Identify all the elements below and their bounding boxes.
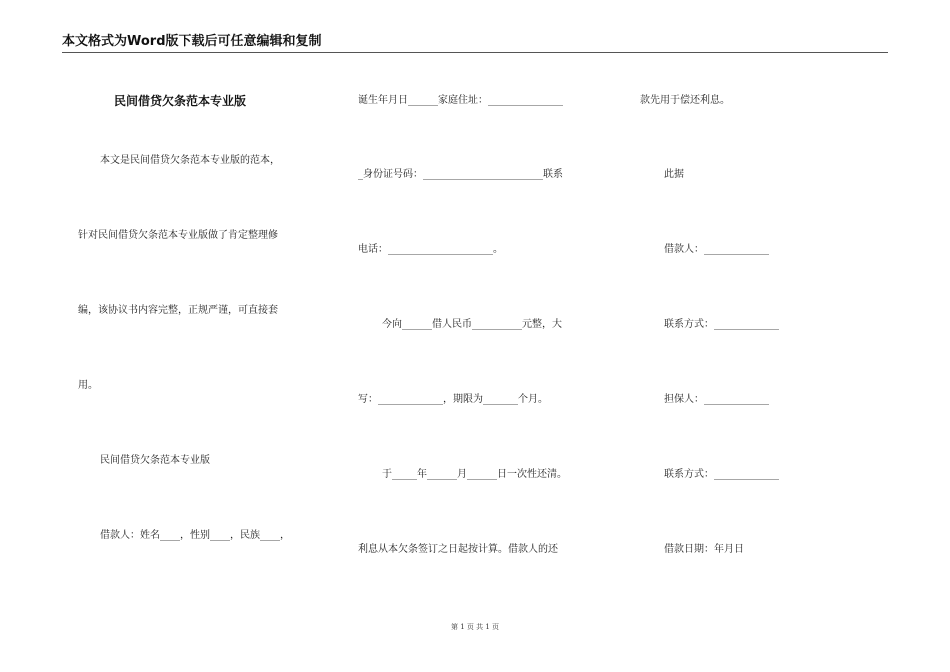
text-line: 本文是民间借贷欠条范本专业版的范本，	[100, 155, 280, 166]
section-title: 民间借贷欠条范本专业版	[100, 455, 210, 466]
document-title: 民间借贷欠条范本专业版	[114, 94, 247, 108]
text-line: 此据	[664, 169, 684, 180]
text-line: 借款人：姓名____，性别____，民族____，	[100, 530, 290, 541]
text-line: 款先用于偿还利息。	[640, 95, 730, 106]
text-line: 编，该协议书内容完整，正规严谨，可直接套	[78, 305, 278, 316]
text-line: 电话：_____________________。	[358, 244, 503, 255]
page-footer: 第 1 页 共 1 页	[450, 623, 500, 631]
contact-line: 联系方式：_____________	[664, 319, 779, 330]
document-header	[62, 34, 888, 53]
text-line: 用。	[78, 380, 98, 391]
text-line: 诞生年月日______家庭住址：_______________	[358, 95, 563, 106]
text-line: _身份证号码：________________________联系	[358, 169, 563, 180]
text-line: 针对民间借贷欠条范本专业版做了肯定整理修	[78, 230, 278, 241]
borrower-line: 借款人：_____________	[664, 244, 769, 255]
loan-date-line: 借款日期：年月日	[664, 544, 744, 555]
text-line: 利息从本欠条签订之日起按计算。借款人的还	[358, 544, 558, 555]
text-line: 今向______借人民币__________元整，大	[382, 319, 562, 330]
text-line: 写：_____________，期限为_______个月。	[358, 394, 548, 405]
text-line: 于_____年______月______日一次性还清。	[382, 469, 567, 480]
header-title: 本文格式为Word版下载后可任意编辑和复制	[62, 34, 322, 49]
guarantor-line: 担保人：_____________	[664, 394, 769, 405]
contact-line: 联系方式：_____________	[664, 469, 779, 480]
